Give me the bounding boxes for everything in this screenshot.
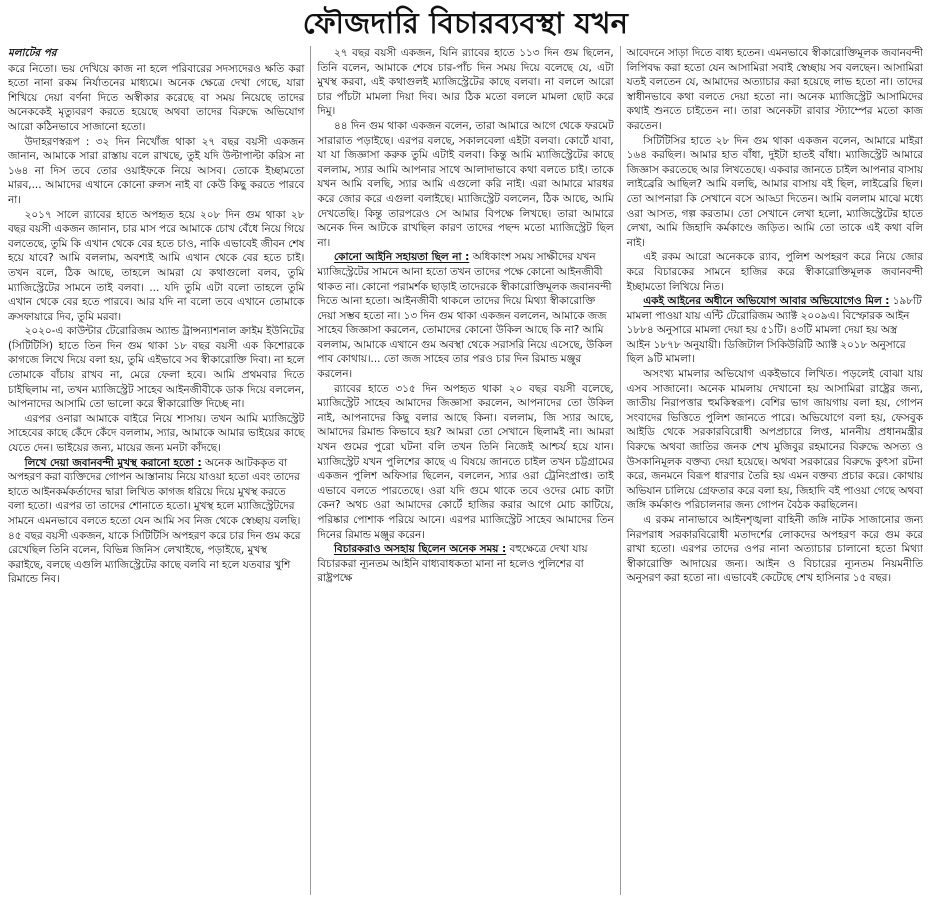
paragraph-text: অধিকাংশ সময় সাক্ষীদের যখন ম্যাজিস্ট্রেটের সামনে আনা হতো তখন তাদের পক্ষে কোনো আইনজীবী থাকত না। কোনো পরামর্শক ছাড়াই তাদেরকে স্বীকারোক্তিমূলক জবানবন্দী দিতে আনা হতো। আইনজীবী থাকলে তাদের দিয়ে মিথ্যা স্বীকারোক্তি দেয়া সম্ভব হতো না। ১৩ দিন গুম থাকা একজন বললেন, আমাকে জজ সাহেব জিজ্ঞাসা করলেন, তোমাদের কোনো উকিল আছে কি না? আমি বললাম, আমাকে এখানে গুম অবস্থা থেকে সরাসরি নিয়ে এসেছে, উকিল পাব কোথায়।... তো জজ সাহেব তার পরও চার দিন রিমান্ড মঞ্জুর করলেন। [317,251,613,381]
column-1 [8,46,310,895]
paragraph: ২৭ বছর বয়সী একজন, যিনি র‌্যাবের হাতে ১১৩ দিন গুম ছিলেন, তিনি বলেন, আমাকে শেষে চার-পাঁচ দিন সময় দিয়ে বলেছে যে, এটা মুখস্থ করবা, এই কথাগুলই ম্যাজিস্ট্রেটের কাছে বলবা। না বললে আরো চার পাঁচটা মামলা দিয়া দিব। আর ঠিক মতো বললে মামলা ছোট করে দিমু। [317,47,614,118]
subheading: কোনো আইনি সহায়তা ছিল না : [333,251,470,264]
paragraph: এ রকম নানাভাবে আইনশৃঙ্খলা বাহিনী জঙ্গি নাটক সাজানোর জন্য নিরপরাধ সরকারবিরোধী মতাদর্শের লোকদের অপহরণ করে গুম করে রাখা হতো। এরপর তাদের ওপর নানা অত্যাচার চালানো হতো মিথ্যা স্বীকারোক্তি আদায়ের জন্য। আইন ও বিচারের ন্যূনতম নিয়মনীতি অনুসরণ করা হতো না। এভাবেই কেটেছে শেখ হাসিনার ১৫ বছর। [626,514,923,585]
paragraph: আবেদনে সাড়া দিতে বাধ্য হতেন। এমনভাবে স্বীকারোক্তিমূলক জবানবন্দী লিপিবদ্ধ করা হতো যেন আসামিরা সবাই স্বেচ্ছায় সব বলছেন। আসামিরা যতই বলতেন যে, আমাদের অত্যাচার করা হয়েছে লাভ হতো না। তাদের স্বাধীনভাবে কথা বলতে দেয়া হতো না। অনেক ম্যাজিস্ট্রেট আসামিদের কথাই শুনতে চাইতেন না। তারা অনেকটা রাবার স্ট্যাম্পের মতো কাজ করতেন। [626,47,923,132]
paragraph: এরপর ওনারা আমাকে বাইরে নিয়ে শাসায়। তখন আমি ম্যাজিস্ট্রেট সাহেবের কাছে কেঁদে কেঁদে বললাম, স্যার, আমাকে আমার ভাইয়ের কাছে যেতে দেন। ভাইয়ের জন্য, মায়ের জন্য মনটা কাঁদছে। [8,412,305,455]
paragraph: ৪৪ দিন গুম থাকা একজন বলেন, তারা আমারে আগে থেকে ফরমেট সারারাত পড়াইছে। এরপর বলছে, সকালবেলা এইটা বলবা। কোর্টে যাবা, যা যা জিজ্ঞাসা করুক তুমি এটাই বলবা। কিন্তু আমি ম্যাজিস্ট্রেটের কাছে বললাম, স্যার আমি আপনার সাথে আলাদাভাবে কথা বলতে চাই। তাকে যখন আমি বলছি, স্যার আমি এগুলো করি নাই। এরা আমারে মারধর করে জোর করে এগুলা বলাইছে। ম্যাজিস্ট্রেট বললেন, ঠিক আছে, আমি দেখতেছি। কিন্তু তারপরেও সে আমার বিপক্ষে লিখছে। তারা আমারে অনেক দিন আটকে রাখছিল কারণ তাদের পছন্দ মতো ম্যাজিস্ট্রেট ছিল না। [317,119,614,249]
article-columns [8,46,923,895]
kicker: মলাটের পর [8,47,57,59]
subheading: বিচারকরাও অসহায় ছিলেন অনেক সময় : [333,543,507,556]
subhead-paragraph [8,456,304,587]
subheading: একই আইনের অধীনে অভিযোগ আবার অভিযোগেও মিল : [643,295,890,308]
subhead-paragraph [627,294,923,367]
paragraph: ২০২০-এ কাউন্টার টেরোরিজম অ্যান্ড ট্রান্সন্যাশনাল ক্রাইম ইউনিটের (সিটিটিসি) হাতে তিন দিন গুম থাকা ১৮ বছর বয়সী এক কিশোরকে কাগজে লিখে দিয়ে বলা হয়, তুমি এইভাবে সব স্বীকারোক্তি দিবা। না হলে তোমাকে বাঁচায় রাখব না, মেরে ফেলা হবে। আমি প্রথমবার দিতে চাইছিলাম না, তখন ম্যাজিস্ট্রেট সাহেব আইনজীবীকে ডাক দিয়ে বললেন, আপনাদের আসামি তো ভালো করে স্বীকারোক্তি দিচ্ছে না। [8,325,305,411]
column-2 [310,46,619,895]
paragraph: করে নিতো। ভয় দেখিয়ে কাজ না হলে পরিবারের সদস্যদেরও ক্ষতি করা হতো নানা রকম নির্যাতনের মাধ্যমে। অনেক ক্ষেত্রে দেখা গেছে, যারা শিখিয়ে দেয়া বর্ণনা দিতে অস্বীকার করেছে বা সময় নিয়েছে তাদের অনেককেই মৃত্যুবরণ করতে হয়েছে অথবা তাদের বিরুদ্ধে অভিযোগ আরো কঠিনভাবে সাজানো হতো। [8,62,305,133]
paragraph-text: ১৯৮টি মামলা পাওয়া যায় এন্টি টেরোরিজম অ্যাক্ট ২০০৯এ। বিস্ফোরক আইন ১৮৮৪ অনুসারে মামলা দেয়া হয় ৫১টি। ৪৩টি মামলা দেয়া হয় অস্ত্র আইন ১৮৭৮ অনুযায়ী। ডিজিটাল সিকিউরিটি অ্যাক্ট ২০১৮ অনুসারে ছিল ৯টি মামলা। [626,295,922,366]
headline: ফৌজদারি বিচারব্যবস্থা যখন [302,6,629,40]
paragraph: র‌্যাবের হাতে ৩১৫ দিন অপহৃত থাকা ২০ বছর বয়সী বলেছে, ম্যাজিস্ট্রেট সাহেব আমাদের জিজ্ঞাসা করলেন, আপনাদের তো উকিল নাই, আপনাদের কিছু বলার আছে কিনা। বললাম, জি স্যার আছে, আমাদের রিমান্ড কিভাবে হয়? আমরা তো সেখানে ছিলামই না। আমরা যখন গুমের পুরো ঘটনা বলি তখন তিনি নিজেই আশ্চর্য হয়ে যান। ম্যাজিস্ট্রেট যখন পুলিশের কাছে এ বিষয়ে জানতে চাইল তখন চট্টগ্রামের একজন পুলিশ অফিসার ছিলেন, বললেন, স্যার ওরা ট্রেনিংপ্রাপ্ত। তাই এভাবে বলতে পারতেছে। ওরা যদি গুমে থাকে তবে ওদের মোচ কাটা কেন? অথচ ওরা আমাদের কোর্টে হাজির করার আগে মোচ কাটিয়ে, পরিষ্কার পোশাক পরিয়ে আনে। এরপর ম্যাজিস্ট্রেট সাহেব আমাদের তিন দিনের রিমান্ড মঞ্জুর করেন। [317,382,614,541]
column-3 [620,46,923,895]
subheading: লিখে দেয়া জবানবন্দী মুখস্থ করানো হতো : [24,456,202,469]
paragraph: উদাহরণস্বরূপ : ৩২ দিন নিখোঁজ থাকা ২৭ বছর বয়সী একজন জানান, আমাকে সারা রাস্তায় বলে রাখছে, তুই যদি উল্টাপাল্টা করিস না ১৬৪ না দিস তবে তোর ওয়াইফকে নিয়ে আসব। তোকে ইচ্ছামতো মারব,... আমাদের এখানে কোনো রুলস নাই বা কেউ কিছু করতে পারবে না। [8,135,305,206]
paragraph: এই রকম আরো অনেককে র‌্যাব, পুলিশ অপহরণ করে নিয়ে জোর করে বিচারকের সামনে হাজির করে স্বীকারোক্তিমূলক জবানবন্দী ইচ্ছামতো লিখিয়ে নিত। [626,251,923,293]
paragraph: অসংখ্য মামলার অভিযোগ একইভাবে লিখিত। পড়লেই বোঝা যায় এসব সাজানো। অনেক মামলায় দেখানো হয় আসামিরা রাষ্ট্রের জন্য, জাতীয় নিরাপত্তার হুমকিস্বরূপ। বেশির ভাগ জায়গায় বলা হয়, গোপন সংবাদের ভিত্তিতে পুলিশ জানতে পারে। অভিযোগে বলা হয়, ফেসবুক আইডি থেকে সরকারবিরোধী অপপ্রচারে লিপ্ত, মাননীয় প্রধানমন্ত্রীর বিরুদ্ধে অথবা জাতির জনক শেখ মুজিবুর রহমানের বিরুদ্ধে অসত্য ও উসকানিমূলক বক্তব্য দেয়া হয়েছে। অথবা সরকারের বিরুদ্ধে কুৎসা রটনা করে, জনমনে বিরূপ ধারণার তৈরি হয় এমন বক্তব্য প্রচার করে। কোথায় অভিযান চালিয়ে গ্রেফতার করে বলা হয়, জিহাদি বই পাওয়া গেছে অথবা জঙ্গি কর্মকাণ্ড পরিচালনার জন্য গোপন বৈঠক করছিলেন। [626,368,923,512]
paragraph: সিটিটিসির হাতে ২৮ দিন গুম থাকা একজন বলেন, আমারে মাইরা ১৬৪ করছিল। আমার হাত বাঁধা, দুইটা হাতই বাঁধা। ম্যাজিস্ট্রেট আমারে জিজ্ঞাস করতেছে আর লিখতেছে। একবার জানতে চাইল আপনার বাসায় লাইব্রেরি আছিল? আমি বলছি, আমার বাসায় বই ছিল, লাইব্রেরি ছিল। তো আপনারা কি সেখানে বসে আড্ডা দিতেন। আমি বললাম মাঝে মধ্যে ওরা আসত, গল্প করতাম। তো সেখানে লেখা হলো, ম্যাজিস্ট্রেটের হাতে লেখা, আমি জিহাদি কর্মকাণ্ডে জড়িত। আমি তো তাকে এই কথা বলি নাই। [626,134,923,249]
paragraph: ২০১৭ সালে র‌্যাবের হাতে অপহৃত হয়ে ২০৮ দিন গুম থাকা ২৮ বছর বয়সী একজন জানান, চার মাস পরে আমাকে চোখ বেঁধে নিয়ে গিয়ে বলতেছে, তুমি কি এখান থেকে বের হতে চাও, নাকি এভাবেই জীবন শেষ হয়ে যাবে? আমি বললাম, অবশ্যই আমি এখান থেকে বের হতে চাই। তখন বলে, ঠিক আছে, তাহলে আমরা যে কথাগুলো বলব, তুমি ম্যাজিস্ট্রেটের সামনে তাই বলবা। ... যদি তুমি এটা বলো তাহলে তুমি এখান থেকে বের হতে পারবে। আর যদি না বলো তবে এখানে তোমাকে ক্রসফায়ারে দিব, তুমি মরবা। [8,208,305,323]
paragraph-text: বহুক্ষেত্রে দেখা যায় বিচারকরা ন্যূনতম আইনি বাধ্যবাধকতা মানা না হলেও পুলিশের বা রাষ্ট্রপক্ষে [317,543,588,585]
subhead-paragraph [317,250,613,381]
subhead-paragraph [317,542,613,586]
paragraph-text: অনেক আটককৃত বা অপহরণ করা ব্যক্তিদের গোপন আস্তানায় নিয়ে যাওয়া হতো এবং তাদের হাতে আইনকর্মকর্তাদের দ্বারা লিখিত কাগজ ধরিয়ে দিয়ে মুখস্থ করতে বলা হতো। এরপর তা তাদের শোনাতে হতো। মুখস্থ হলে ম্যাজিস্ট্রেটদের সামনে এমনভাবে বলতে হতো যেন আমি সব নিজ থেকে স্বেচ্ছায় বলছি। ৪৫ বছর বয়সী একজন, যাকে সিটিটিসি অপহরণ করে চার দিন গুম করে রেখেছিল তিনি বলেন, বিভিন্ন জিনিস লেখাইছে, পড়াইছে, মুখস্থ করাইছে, বলছে এগুলি ম্যাজিস্ট্রেটের কাছে বলবি না হলে যতবার খুশি রিমান্ডে নিব। [8,456,301,586]
